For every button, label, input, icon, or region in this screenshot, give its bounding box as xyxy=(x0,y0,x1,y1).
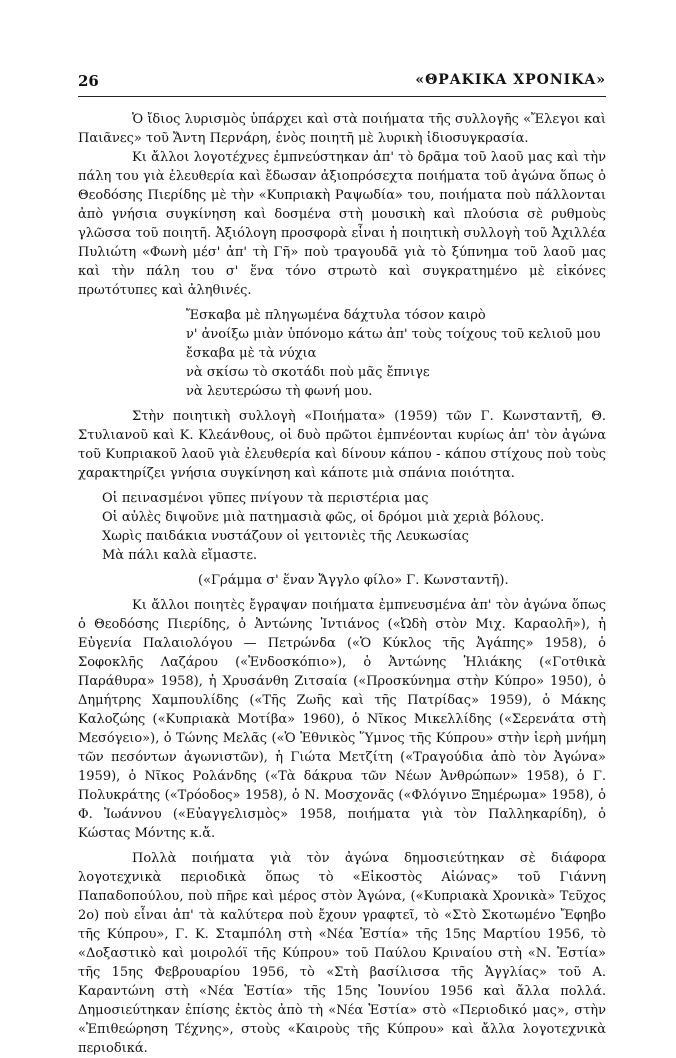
verse-line: νὰ σκίσω τὸ σκοτάδι ποὺ μᾶς ἔπνιγε xyxy=(186,365,430,380)
article-body xyxy=(78,110,606,1058)
verse-line: Οἱ αὐλὲς διψοῦνε μιὰ πατημασιὰ φῶς, οἱ δρόμοι μιὰ χεριὰ βόλους. xyxy=(102,510,545,525)
verse-line: Οἱ πεινασμένοι γῦπες πνίγουν τὰ περιστέρια μας xyxy=(102,491,429,506)
page-number: 26 xyxy=(78,72,99,90)
page-header xyxy=(78,72,606,96)
verse-line: ν' ἀνοίξω μιὰν ὑπόνομο κάτω ἀπ' τοὺς τοίχους τοῦ κελιοῦ μου xyxy=(186,327,601,342)
paragraph: Κι ἄλλοι λογοτέχνες ἐμπνεύστηκαν ἀπ' τὸ δρᾶμα τοῦ λαοῦ μας καὶ τὴν πάλη του γιὰ ἐλευθερία καὶ ἔδωσαν ἀξιοπρόσεχτα ποιήματα τοῦ ἀγώνα ὅπως ὁ Θεοδόσης Πιερίδης μὲ τὴν «Κυπριακὴ Ραψωδία» του, ποιήματα ποὺ πάλλονται ἀπὸ γνήσια συγκίνηση καὶ δοσμένα στὴ μουσικὴ καὶ πλούσια σὲ ρυθμοὺς γλῶσσα τοῦ ποιητῆ. Ἀξιόλογη προσφορὰ εἶναι ἡ ποιητικὴ συλλογὴ τοῦ Ἀχιλλέα Πυλιώτη «Φωνὴ μέσ' ἀπ' τὴ Γῆ» ποὺ τραγουδᾶ γιὰ τὸ ξύπνημα τοῦ λαοῦ μας καὶ τὴν πάλη του σ' ἕνα τόνο στρωτὸ καὶ συγκρατημένο μὲ εἰκόνες πρωτότυπες καὶ ἀληθινές. xyxy=(78,150,606,298)
verse-attribution: («Γράμμα σ' ἕναν Ἄγγλο φίλο» Γ. Κωνσταντῆ). xyxy=(198,573,509,588)
verse-line: ἔσκαβα μὲ τὰ νύχια xyxy=(186,346,317,361)
paragraph: Ὁ ἴδιος λυρισμὸς ὑπάρχει καὶ στὰ ποιήματα τῆς συλλογῆς «Ἔλεγοι καὶ Παιᾶνες» τοῦ Ἄντη Περνάρη, ἑνὸς ποιητῆ μὲ λυρικὴ ἰδιοσυγκρασία. xyxy=(78,112,606,146)
verse-line: Χωρὶς παιδάκια νυστάζουν οἱ γειτονιὲς τῆς Λευκωσίας xyxy=(102,529,469,544)
paragraph: Κι ἄλλοι ποιητὲς ἔγραψαν ποιήματα ἐμπνευσμένα ἀπ' τὸν ἀγώνα ὅπως ὁ Θεοδόσης Πιερίδης, ὁ Ἀντώνης Ἰντιάνος («Ὠδὴ στὸν Μιχ. Καραολῆ»), ἡ Εὐγενία Παλαιολόγου — Πετρώνδα («Ὁ Κύκλος τῆς Ἀγάπης» 1958), ὁ Σοφοκλῆς Λαζάρου («Ἐνδοσκόπιο»), ὁ Ἀντώνης Ἠλιάκης («Γοτθικὰ Παράθυρα» 1958), ἡ Χρυσάνθη Ζιτσαία («Προσκύνημα στὴν Κύπρο» 1950), ὁ Δημήτρης Χαμπουλίδης («Τῆς Ζωῆς καὶ τῆς Πατρίδας» 1959), ὁ Μάκης Καλοζώης («Κυπριακὰ Μοτίβα» 1960), ὁ Νῖκος Μικελλίδης («Σερενάτα στὴ Μεσόγειο»), ὁ Τώνης Μελᾶς («Ὁ Ἐθνικὸς Ὕμνος τῆς Κύπρου» στὴν ἱερὴ μνήμη τῶν πεσόντων ἀγωνιστῶν), ἡ Γιώτα Μετζίτη («Τραγούδια ἀπὸ τὸν Ἀγώνα» 1959), ὁ Νῖκος Ρολάνδης («Τὰ δάκρυα τῶν Νέων Ἀνθρώπων» 1958), ὁ Γ. Πολυκράτης («Τρόοδος» 1958), ὁ Ν. Μοσχονᾶς («Φλόγινο Ξημέρωμα» 1958), ὁ Φ. Ἰωάννου («Εὐαγγελισμὸς» 1958, ποιήματα γιὰ τὸν Παλληκαρίδη), ὁ Κώστας Μόντης κ.ἄ. xyxy=(78,598,606,841)
verse-quote xyxy=(78,489,606,565)
verse-quote xyxy=(78,306,606,401)
header-rule xyxy=(78,96,606,97)
verse-line: Μὰ πάλι καλὰ εἴμαστε. xyxy=(102,548,258,563)
verse-line: νὰ λευτερώσω τὴ φωνή μου. xyxy=(186,384,373,399)
paragraph: Στὴν ποιητικὴ συλλογὴ «Ποιήματα» (1959) τῶν Γ. Κωνσταντῆ, Θ. Στυλιανοῦ καὶ Κ. Κλεάνθους, οἱ δυὸ πρῶτοι ἐμπνέονται κυρίως ἀπ' τὸν ἀγώνα τοῦ Κυπριακοῦ λαοῦ γιὰ ἐλευθερία καὶ δίνουν κάπου - κάπου στίχους ποὺ τοὺς χαρακτηρίζει γνήσια συγκίνηση καὶ κάποτε μιὰ σπάνια ποιότητα. xyxy=(78,409,606,481)
paragraph: Πολλὰ ποιήματα γιὰ τὸν ἀγώνα δημοσιεύτηκαν σὲ διάφορα λογοτεχνικὰ περιοδικὰ ὅπως τὸ «Εἰκοστὸς Αἰώνας» τοῦ Γιάννη Παπαδοπούλου, ποὺ πῆρε καὶ μέρος στὸν Ἀγώνα, («Κυπριακὰ Χρονικὰ» Τεῦχος 2ο) ποὺ εἶναι ἀπ' τὰ καλύτερα ποὺ ἔχουν γραφτεῖ, τὸ «Στὸ Σκοτωμένο Ἔφηβο τῆς Κύπρου», Γ. Κ. Σταμπόλη στὴ «Νέα Ἑστία» τῆς 15ης Μαρτίου 1956, τὸ «Δοξαστικὸ καὶ μοιρολόϊ τῆς Κύπρου» τοῦ Παύλου Κριναίου στὴ «Ν. Ἑστία» τῆς 15ης Φεβρουαρίου 1956, τὸ «Στὴ βασίλισσα τῆς Ἀγγλίας» τοῦ Α. Καραντώνη στὴ «Νέα Ἑστία» τῆς 15ης Ἰουνίου 1956 καὶ ἄλλα πολλά. Δημοσιεύτηκαν ἐπίσης ἐκτὸς ἀπὸ τὴ «Νέα Ἑστία» στὸ «Περιοδικό μας», στὴν «Ἐπιθεώρηση Τέχνης», στοὺς «Καιροὺς τῆς Κύπρου» καὶ ἄλλα λογοτεχνικὰ περιοδικά. xyxy=(78,851,606,1056)
verse-line: Ἔσκαβα μὲ πληγωμένα δάχτυλα τόσον καιρὸ xyxy=(186,308,486,323)
running-title: «ΘΡΑΚΙΚΑ ΧΡΟΝΙΚΑ» xyxy=(415,72,606,88)
